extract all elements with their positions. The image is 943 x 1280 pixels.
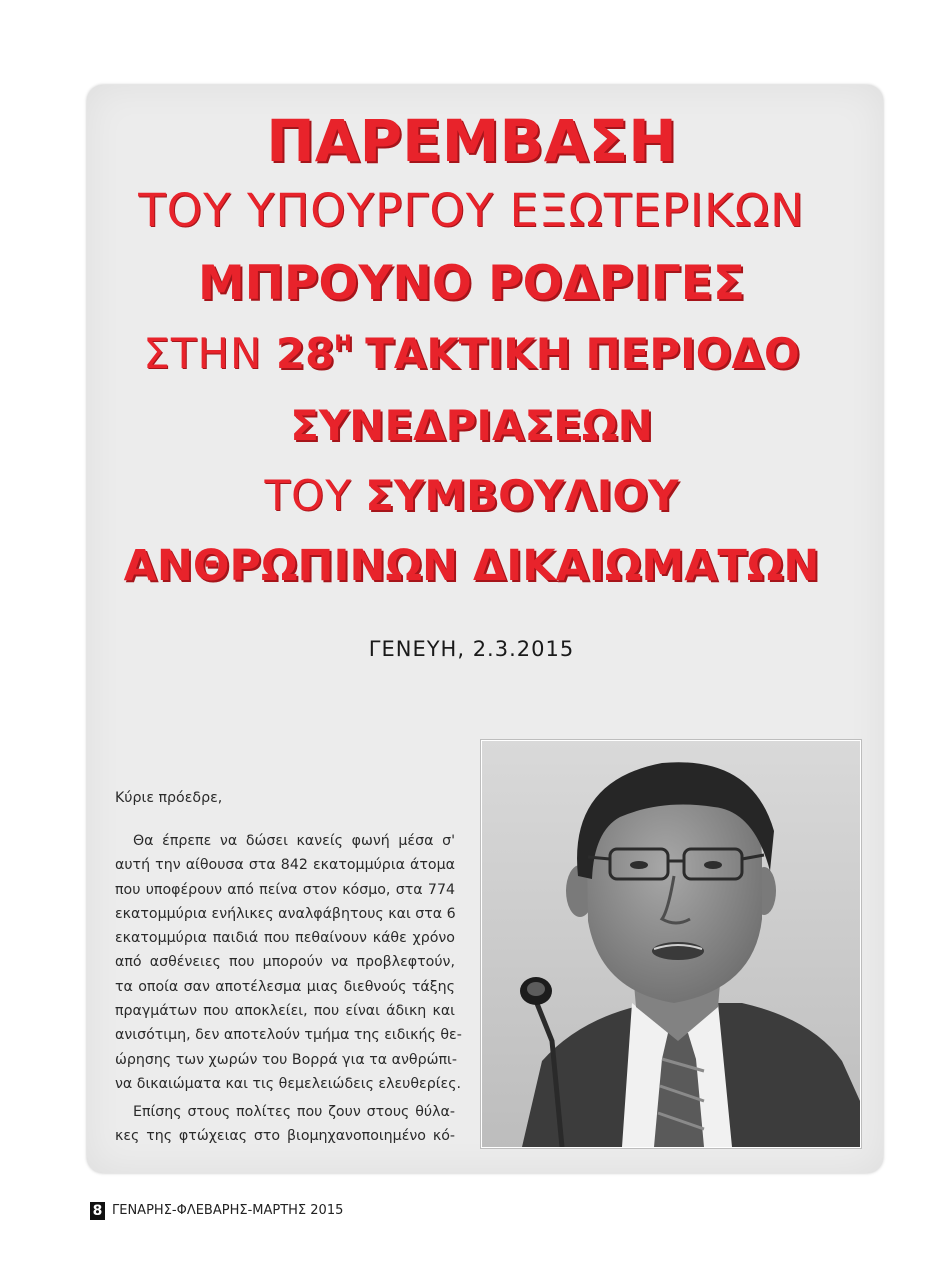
paragraph-1 bbox=[115, 829, 462, 1096]
headline-line-4-number: 28 bbox=[275, 329, 335, 378]
headline-line-3: ΜΠΡΟΥΝΟ ΡΟΔΡΙΓΕΣ bbox=[197, 256, 746, 311]
headline-line-4-prefix: ΣΤΗΝ bbox=[143, 329, 263, 378]
paragraph-1-line: που υποφέρουν από πείνα στον κόσμο, στα 774 bbox=[115, 881, 455, 898]
headline-line-4 bbox=[0, 329, 943, 378]
paragraph-1-line: εκατομμύρια παιδιά που πεθαίνουν κάθε χρόνο bbox=[115, 930, 455, 947]
paragraph-2-line: κες της φτώχειας στο βιομηχανοποιημένο κό- bbox=[115, 1128, 455, 1145]
headline-line-6-prefix: ΤΟΥ bbox=[264, 471, 352, 520]
paragraph-2 bbox=[115, 1100, 455, 1149]
paragraph-1-line: από ασθένειες που μπορούν να προβλεφτούν, bbox=[115, 954, 455, 971]
headline-line-5: ΣΥΝΕΔΡΙΑΣΕΩΝ bbox=[290, 401, 653, 450]
speaker-photo bbox=[481, 740, 861, 1148]
speaker-photo-illustration bbox=[482, 741, 860, 1147]
paragraph-1-line: τα οποία σαν αποτέλεσμα μιας διεθνούς τάξης bbox=[115, 978, 455, 995]
paragraph-1-line: να δικαιώματα και τις θεμελειώδεις ελευθερίες. bbox=[115, 1075, 462, 1092]
headline-line-7: ΑΝΘΡΩΠΙΝΩΝ ΔΙΚΑΙΩΜΑΤΩΝ bbox=[123, 541, 820, 591]
page-number: 8 bbox=[90, 1202, 105, 1220]
paragraph-1-line: ώρησης των χωρών του Βορρά για τα ανθρώπι- bbox=[115, 1051, 457, 1068]
issue-date: ΓΕΝΑΡΗΣ-ΦΛΕΒΑΡΗΣ-ΜΑΡΤΗΣ 2015 bbox=[112, 1203, 344, 1218]
paragraph-1-line: Θα έπρεπε να δώσει κανείς φωνή μέσα σ' bbox=[133, 833, 455, 849]
paragraph-1-line: εκατομμύρια ενήλικες αναλφάβητους και στα 6 bbox=[115, 905, 456, 922]
headline-line-6 bbox=[0, 471, 943, 520]
headline-line-2: ΤΟΥ ΥΠΟΥΡΓΟΥ ΕΞΩΤΕΡΙΚΩΝ bbox=[138, 184, 805, 237]
paragraph-1-line: αυτή την αίθουσα στα 842 εκατομμύρια άτομα bbox=[115, 857, 455, 874]
headline-line-1: ΠΑΡΕΜΒΑΣΗ bbox=[266, 107, 677, 175]
headline-line-4-rest: ΤΑΚΤΙΚΗ ΠΕΡΙΟΔΟ bbox=[365, 329, 800, 378]
paragraph-1-line: ανισότιμη, δεν αποτελούν τμήμα της ειδικής θε- bbox=[115, 1027, 462, 1044]
dateline: ΓΕΝΕΥΗ, 2.3.2015 bbox=[368, 637, 575, 661]
paragraph-1-line: πραγμάτων που αποκλείει, που είναι άδικη και bbox=[115, 1003, 455, 1020]
headline-line-4-superscript: Η bbox=[334, 331, 352, 356]
paragraph-2-line: Επίσης στους πολίτες που ζουν στους θύλα- bbox=[133, 1104, 455, 1120]
headline-line-6-rest: ΣΥΜΒΟΥΛΙΟΥ bbox=[365, 471, 679, 520]
salutation: Κύριε πρόεδρε, bbox=[115, 790, 223, 806]
